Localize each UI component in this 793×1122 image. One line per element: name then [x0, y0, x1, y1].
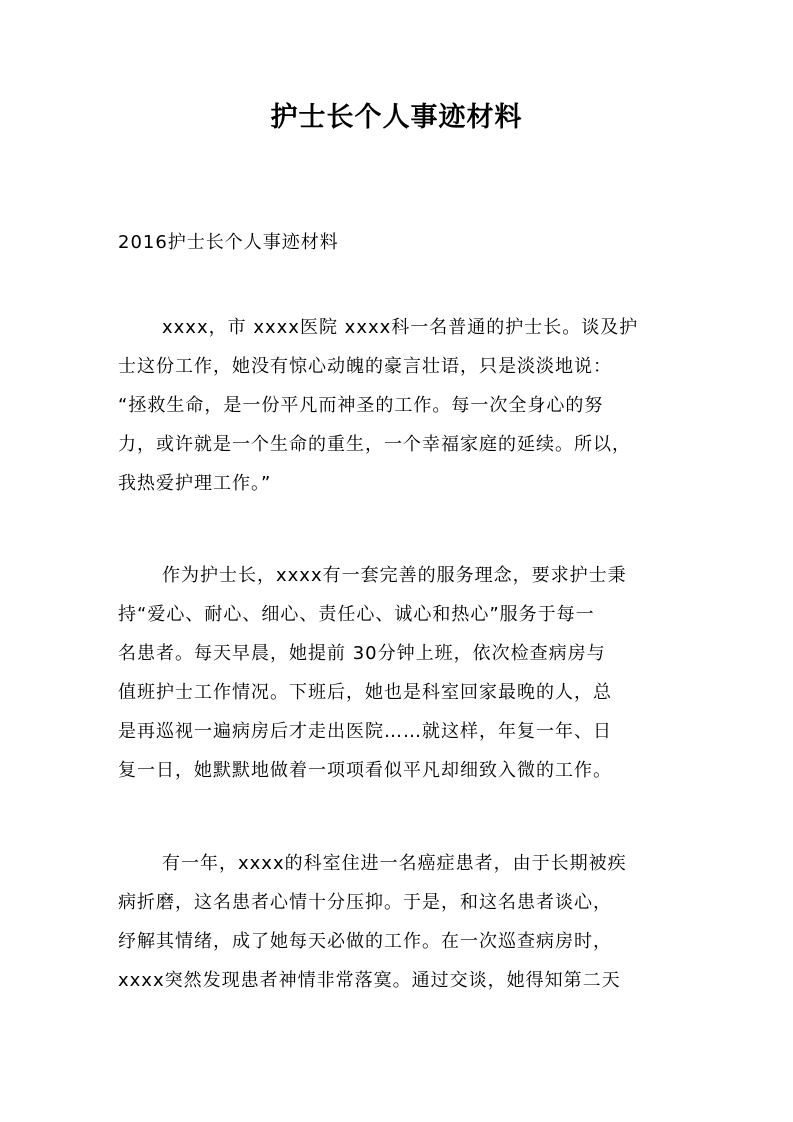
- paragraph-line: 病折磨，这名患者心情十分压抑。于是，和这名患者谈心，: [118, 892, 612, 913]
- paragraph-line: xxxx，市 xxxx医院 xxxx科一名普通的护士长。谈及护: [162, 317, 639, 338]
- paragraph-1: [118, 308, 670, 503]
- paragraph-line: 复一日，她默默地做着一项项看似平凡却细致入微的工作。: [118, 760, 612, 781]
- paragraph-line: 我热爱护理工作。”: [118, 473, 272, 494]
- paragraph-line: 有一年，xxxx的科室住进一名癌症患者，由于长期被疾: [162, 853, 627, 874]
- paragraph-line: 力，或许就是一个生命的重生，一个幸福家庭的延续。所以，: [118, 434, 631, 455]
- paragraph-line: 持“爱心、耐心、细心、责任心、诚心和热心”服务于每一: [118, 604, 595, 625]
- paragraph-line: 作为护士长，xxxx有一套完善的服务理念，要求护士秉: [162, 565, 627, 586]
- paragraph-line: “拯救生命，是一份平凡而神圣的工作。每一次全身心的努: [118, 395, 604, 416]
- paragraph-line: 是再巡视一遍病房后才走出医院……就这样，年复一年、日: [118, 721, 612, 742]
- document-title: 护士长个人事迹材料: [270, 102, 523, 133]
- paragraph-line: 名患者。每天早晨，她提前 30分钟上班，依次检查病房与: [118, 643, 606, 664]
- document-subtitle: 2016护士长个人事迹材料: [118, 232, 339, 253]
- paragraph-3: [118, 844, 670, 1000]
- paragraph-line: 值班护士工作情况。下班后，她也是科室回家最晚的人，总: [118, 682, 612, 703]
- paragraph-2: [118, 556, 670, 790]
- paragraph-line: xxxx突然发现患者神情非常落寞。通过交谈，她得知第二天: [118, 970, 621, 991]
- paragraph-line: 纾解其情绪，成了她每天必做的工作。在一次巡查病房时，: [118, 931, 612, 952]
- paragraph-line: 士这份工作，她没有惊心动魄的豪言壮语，只是淡淡地说：: [118, 356, 612, 377]
